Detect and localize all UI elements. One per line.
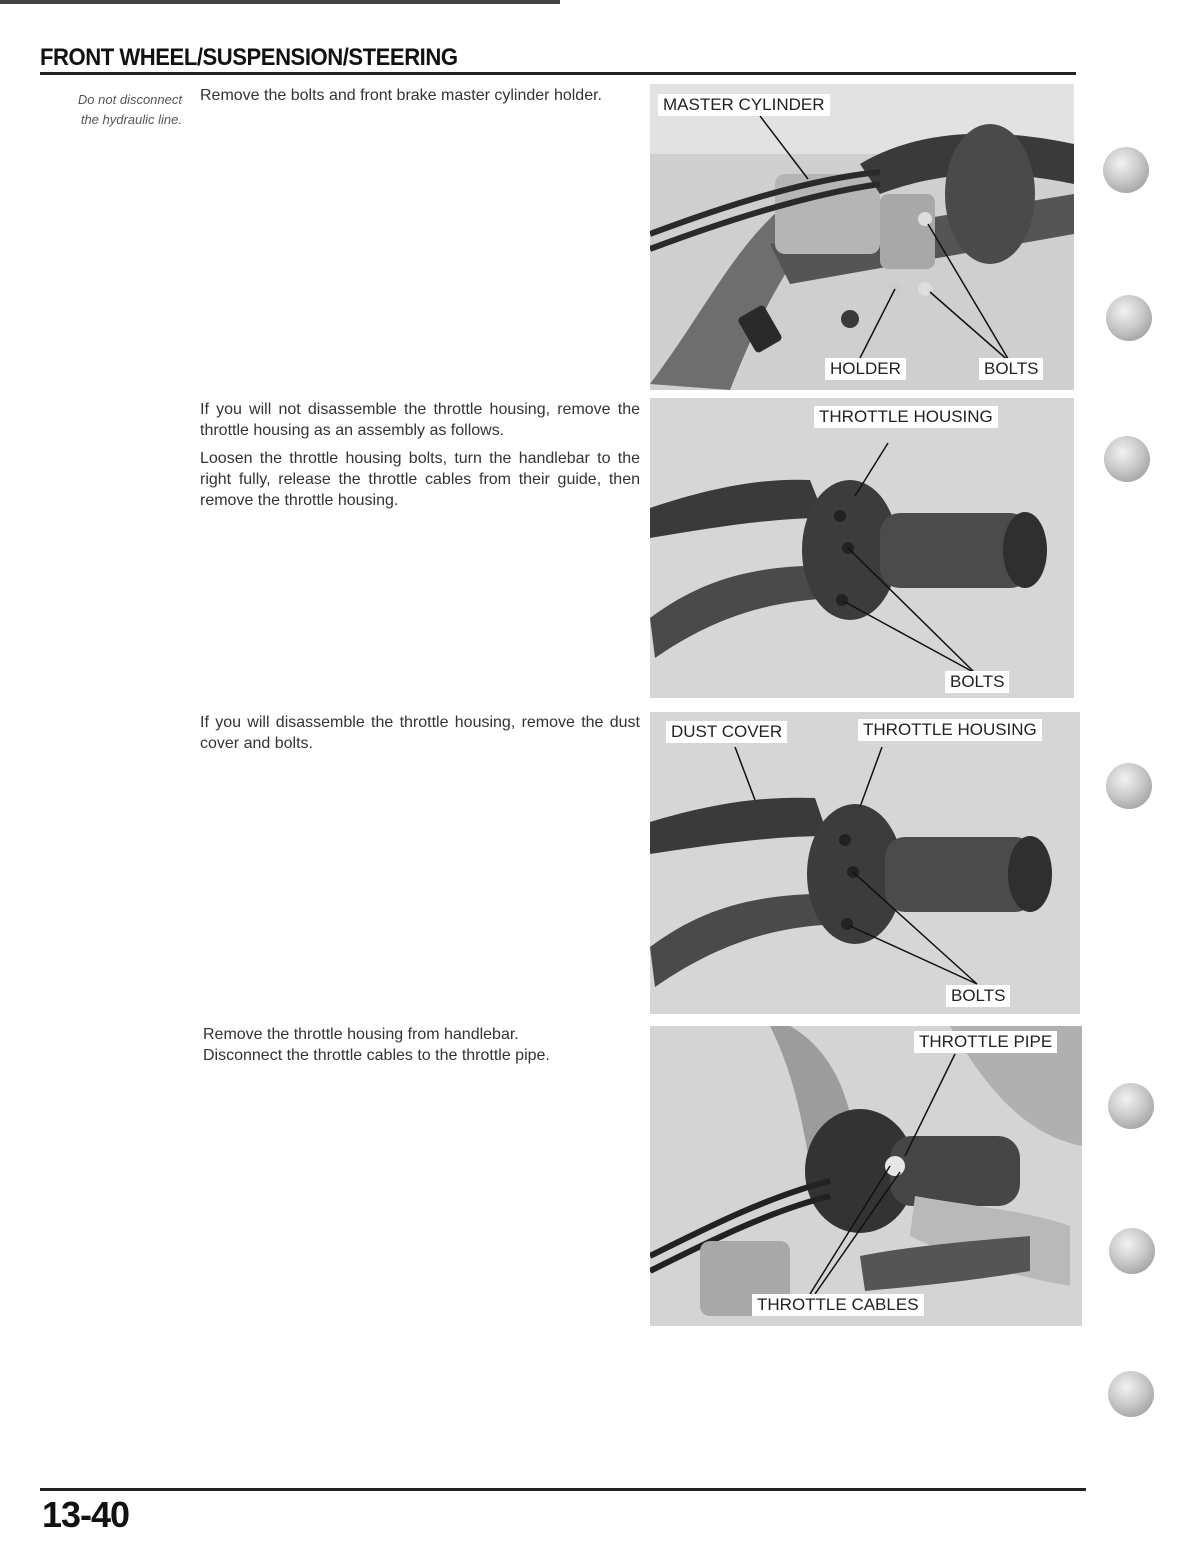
label-throttle-housing: THROTTLE HOUSING — [814, 406, 998, 428]
step-3-paragraph-1: If you will disassemble the throttle housing, remove the dust cover and bolts. — [200, 714, 640, 752]
figure-throttle-pipe-photo — [650, 1026, 1082, 1326]
step-2-paragraph-1: If you will not disassemble the throttle housing, remove the throttle housing as an assembly as follows. — [200, 401, 640, 439]
section-tab-dot — [1106, 763, 1152, 809]
figure-master-cylinder-photo — [650, 84, 1074, 390]
label-throttle-housing: THROTTLE HOUSING — [858, 719, 1042, 741]
page-number: 13-40 — [42, 1494, 130, 1535]
figure-throttle-housing-photo — [650, 398, 1074, 698]
figure-dust-cover-photo — [650, 712, 1080, 1014]
step-2-text — [200, 399, 640, 518]
figure-2-illustration — [650, 398, 1074, 698]
step-4-line-1: Remove the throttle housing from handlebar. — [203, 1026, 519, 1043]
label-throttle-pipe: THROTTLE PIPE — [914, 1031, 1057, 1053]
label-bolts: BOLTS — [946, 985, 1010, 1007]
figure-1-illustration — [650, 84, 1074, 390]
label-throttle-cables: THROTTLE CABLES — [752, 1294, 924, 1316]
step-1-text — [200, 85, 640, 113]
title-rule — [40, 72, 1076, 75]
step-2-paragraph-2: Loosen the throttle housing bolts, turn the handlebar to the right fully, release the throttle cables from their guide, then remove the throttle housing. — [200, 450, 640, 509]
margin-note-line-1: Do not disconnect — [77, 92, 182, 107]
step-4-text — [203, 1024, 643, 1066]
label-bolts: BOLTS — [945, 671, 1009, 693]
margin-note-line-2: the hydraulic line. — [80, 112, 182, 127]
label-bolts: BOLTS — [979, 358, 1043, 380]
label-master-cylinder: MASTER CYLINDER — [658, 94, 830, 116]
label-holder: HOLDER — [825, 358, 906, 380]
section-tab-dot — [1108, 1083, 1154, 1129]
section-tab-dot — [1106, 295, 1152, 341]
top-edge-rule — [0, 0, 560, 4]
figure-4-illustration — [650, 1026, 1082, 1326]
step-4-line-2: Disconnect the throttle cables to the throttle pipe. — [203, 1047, 550, 1064]
step-1-paragraph-1: Remove the bolts and front brake master cylinder holder. — [200, 87, 602, 104]
figure-3-illustration — [650, 712, 1080, 1014]
page-title: FRONT WHEEL/SUSPENSION/STEERING — [40, 44, 458, 71]
label-dust-cover: DUST COVER — [666, 721, 787, 743]
step-3-text — [200, 712, 640, 761]
section-tab-dot — [1109, 1228, 1155, 1274]
section-tab-dot — [1104, 436, 1150, 482]
footer-rule — [40, 1488, 1086, 1491]
section-tab-dot — [1108, 1371, 1154, 1417]
section-tab-dot — [1103, 147, 1149, 193]
margin-note — [30, 90, 182, 130]
